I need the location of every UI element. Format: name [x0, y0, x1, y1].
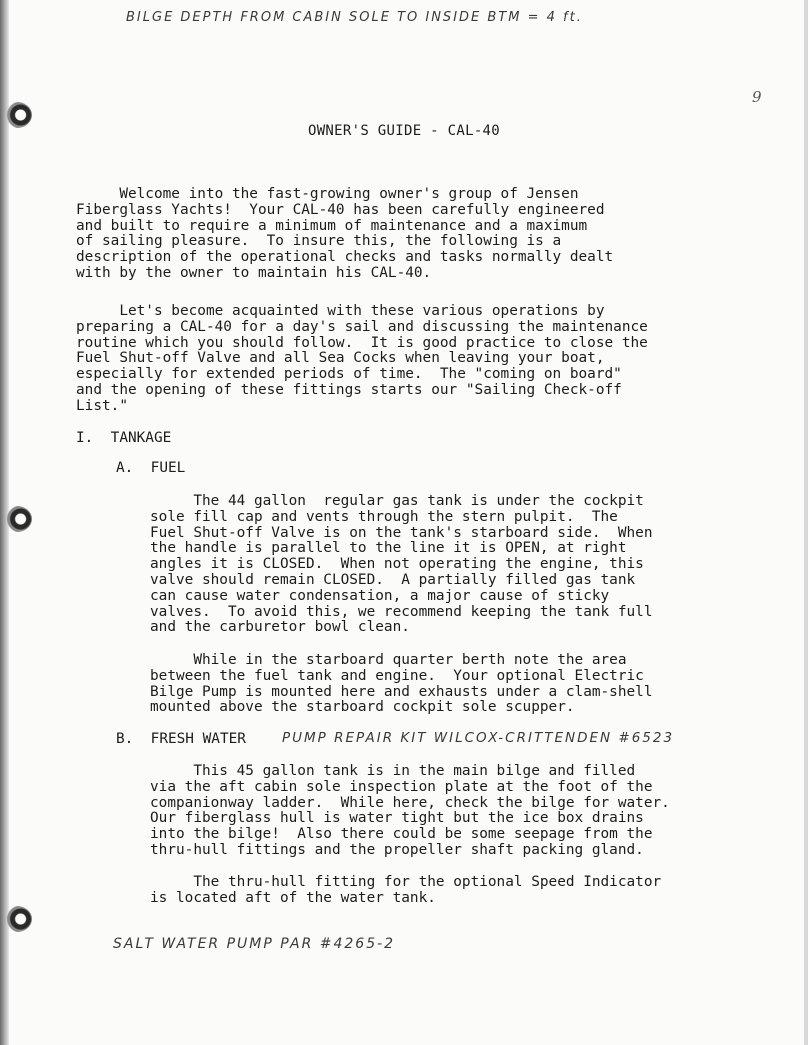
handwritten-pump-repair-note: PUMP REPAIR KIT WILCOX-CRITTENDEN #6523	[282, 730, 675, 746]
section-label: FUEL	[150, 460, 186, 476]
section-fresh-water-heading	[116, 731, 246, 747]
acquainted-paragraph: Let's become acquainted with these various operations by preparing a CAL-40 for a day's sail and discussing the maintenance routine which you should follow. It is good practice to close the Fuel Shut-off Valve and all Sea Cocks when leaving your boat, especially for extended periods of time. The "coming on board" and the opening of these fittings starts our "Sailing Check-off List."	[76, 303, 648, 414]
handwritten-bilge-depth-note: BILGE DEPTH FROM CABIN SOLE TO INSIDE BTM = 4 ft.	[126, 10, 583, 25]
section-label: TANKAGE	[110, 430, 172, 446]
bilge-pump-paragraph: While in the starboard quarter berth note the area between the fuel tank and engine. Your optional Electric Bilge Pump is mounted here and exhausts under a clam-shell mounted above the starboard cockpit sole scupper.	[150, 652, 653, 716]
speed-indicator-paragraph: The thru-hull fitting for the optional Speed Indicator is located aft of the water tank.	[150, 874, 662, 906]
binder-ring-icon	[2, 906, 32, 932]
section-tankage-heading	[76, 430, 171, 446]
binder-ring-icon	[2, 506, 32, 532]
section-number: A.	[116, 460, 134, 476]
section-number: I.	[76, 430, 94, 446]
intro-paragraph: Welcome into the fast-growing owner's group of Jensen Fiberglass Yachts! Your CAL-40 has been carefully engineered and built to require a minimum of maintenance and a maximum of sailing pleasure. To insure this, the following is a description of the operational checks and tasks normally dealt with by the owner to maintain his CAL-40.	[76, 186, 614, 281]
page-edge	[804, 0, 808, 1045]
handwritten-salt-water-pump-note: SALT WATER PUMP PAR #4265-2	[113, 936, 396, 952]
page-title: OWNER'S GUIDE - CAL-40	[307, 123, 501, 139]
page-number: 9	[752, 88, 762, 106]
fuel-paragraph: The 44 gallon regular gas tank is under the cockpit sole fill cap and vents through the stern pulpit. The Fuel Shut-off Valve is on the tank's starboard side. When the handle is parallel to the line it is OPEN, at right angles it is CLOSED. When not operating the engine, this valve should remain CLOSED. A partially filled gas tank can cause water condensation, a major cause of sticky valves. To avoid this, we recommend keeping the tank full and the carburetor bowl clean.	[150, 493, 653, 636]
section-label: FRESH WATER	[150, 731, 246, 747]
section-fuel-heading	[116, 460, 185, 476]
fresh-water-paragraph: This 45 gallon tank is in the main bilge and filled via the aft cabin sole inspection plate at the foot of the companionway ladder. While here, check the bilge for water. Our fiberglass hull is water tight but the ice box drains into the bilge! Also there could be some seepage from the thru-hull fittings and the propeller shaft packing gland.	[150, 763, 670, 858]
section-number: B.	[116, 731, 134, 747]
